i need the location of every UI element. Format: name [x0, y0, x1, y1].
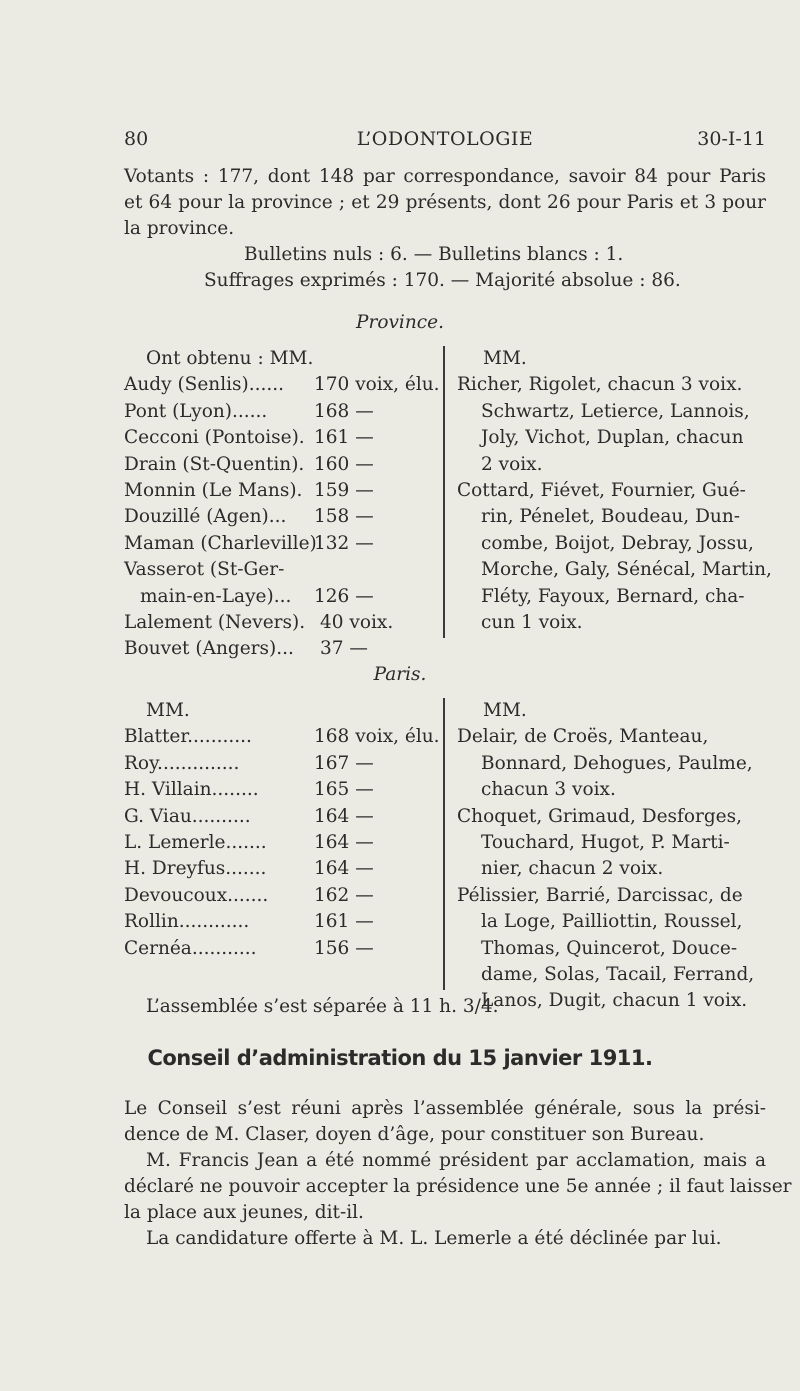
candidate-row: Roy.............. 167 — [124, 752, 374, 774]
candidate-row: Vasserot (St-Ger- [124, 559, 285, 581]
candidate-row: Blatter........... 168 voix, élu. [124, 726, 440, 748]
vote-line: chacun 3 voix. [481, 779, 616, 801]
vote-line: rin, Pénelet, Boudeau, Dun- [481, 506, 740, 528]
section-line: dence de M. Claser, doyen d’âge, pour constituer son Bureau. [124, 1124, 705, 1145]
section-line: M. Francis Jean a été nommé président par acclamation, mais a [146, 1150, 766, 1171]
candidate-row: main-en-Laye)... 126 — [140, 585, 374, 607]
vote-line: Lanos, Dugit, chacun 1 voix. [481, 990, 748, 1012]
running-head [124, 128, 766, 152]
province-right-header: MM. [483, 348, 527, 369]
candidate-row: Monnin (Le Mans). 159 — [124, 479, 374, 501]
vote-line: Joly, Vichot, Duplan, chacun [481, 427, 744, 449]
section-line: déclaré ne pouvoir accepter la présidence une 5e année ; il faut laisser [124, 1176, 792, 1197]
province-left-column [124, 346, 439, 663]
candidate-row: Drain (St-Quentin). 160 — [124, 453, 374, 475]
intro-line: Votants : 177, dont 148 par correspondance, savoir 84 pour Paris [124, 166, 766, 187]
vote-line: Schwartz, Letierce, Lannois, [481, 400, 750, 422]
column-divider [443, 346, 445, 638]
candidate-row: G. Viau.......... 164 — [124, 805, 374, 827]
issue-date: 30-I-11 [697, 128, 766, 150]
candidate-row: H. Villain........ 165 — [124, 779, 374, 801]
vote-line: Delair, de Croës, Manteau, [457, 726, 709, 748]
page-number: 80 [124, 128, 149, 150]
vote-line: Thomas, Quincerot, Douce- [481, 937, 738, 959]
section-line: Le Conseil s’est réuni après l’assemblée générale, sous la prési- [124, 1098, 766, 1119]
candidate-row: Lalement (Nevers). 40 voix. [124, 611, 394, 633]
vote-line: Morche, Galy, Sénécal, Martin, [481, 559, 772, 581]
candidate-row: Pont (Lyon)...... 168 — [124, 400, 374, 422]
candidate-row: Audy (Senlis)...... 170 voix, élu. [124, 374, 440, 396]
intro-line: la province. [124, 218, 235, 239]
vote-line: dame, Solas, Tacail, Ferrand, [481, 963, 755, 985]
closing-line: L’assemblée s’est séparée à 11 h. 3/4. [146, 996, 499, 1017]
candidate-row: Maman (Charleville) 132 — [124, 532, 374, 554]
vote-line: Cottard, Fiévet, Fournier, Gué- [457, 479, 746, 501]
vote-line: la Loge, Pailliottin, Roussel, [481, 911, 743, 933]
candidate-row: Cernéa........... 156 — [124, 937, 374, 959]
vote-line: nier, chacun 2 voix. [481, 858, 664, 880]
journal-title: L’ODONTOLOGIE [356, 128, 534, 150]
candidate-row: Rollin............ 161 — [124, 911, 374, 933]
section-line: la place aux jeunes, dit-il. [124, 1202, 364, 1223]
paris-right-header: MM. [483, 700, 527, 721]
intro-line: et 64 pour la province ; et 29 présents, dont 26 pour Paris et 3 pour [124, 192, 766, 213]
candidate-row: Devoucoux....... 162 — [124, 884, 374, 906]
candidate-row: L. Lemerle....... 164 — [124, 831, 374, 853]
paris-title: Paris. [373, 664, 427, 685]
candidate-row: H. Dreyfus....... 164 — [124, 858, 374, 880]
vote-line: Bonnard, Dehogues, Paulme, [481, 752, 753, 774]
vote-line: 2 voix. [481, 453, 543, 475]
vote-line: Richer, Rigolet, chacun 3 voix. [457, 374, 743, 396]
paris-left-header: MM. [146, 700, 190, 721]
paris-left-column [124, 698, 439, 962]
province-title: Province. [356, 312, 444, 333]
province-right-column [457, 346, 772, 636]
vote-line: Pélissier, Barrié, Darcissac, de [457, 884, 743, 906]
vote-line: combe, Boijot, Debray, Jossu, [481, 532, 754, 554]
vote-line: Choquet, Grimaud, Desforges, [457, 805, 743, 827]
candidate-row: Douzillé (Agen)... 158 — [124, 506, 374, 528]
vote-line: cun 1 voix. [481, 611, 583, 633]
section-heading: Conseil d’administration du 15 janvier 1911. [147, 1046, 653, 1070]
section-line: La candidature offerte à M. L. Lemerle a été déclinée par lui. [146, 1228, 722, 1249]
province-left-header: Ont obtenu : MM. [146, 348, 314, 369]
candidate-row: Cecconi (Pontoise). 161 — [124, 427, 374, 449]
vote-line: Touchard, Hugot, P. Marti- [481, 831, 730, 853]
intro-line: Suffrages exprimés : 170. — Majorité absolue : 86. [204, 270, 681, 291]
intro-line: Bulletins nuls : 6. — Bulletins blancs : 1. [244, 244, 624, 265]
column-divider [443, 698, 445, 990]
candidate-row: Bouvet (Angers)... 37 — [124, 638, 368, 660]
paris-right-column [457, 698, 767, 1015]
vote-line: Fléty, Fayoux, Bernard, cha- [481, 585, 745, 607]
